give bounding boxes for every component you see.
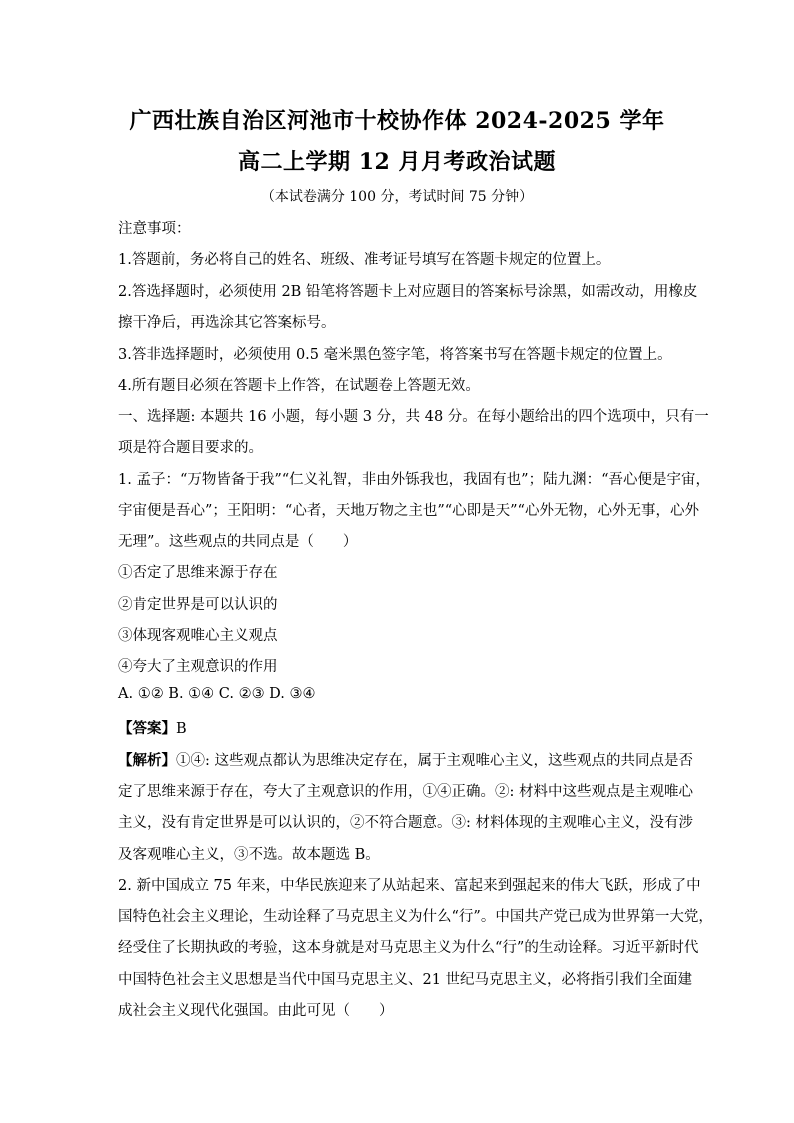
q1-option-1: ①否定了思维来源于存在 (118, 565, 278, 581)
exam-info: （本试卷满分 100 分，考试时间 75 分钟） (260, 189, 534, 205)
q1-stem-line2: 宇宙便是吾心”；王阳明：“心者，天地万物之主也”“心即是天”“心外无物，心外无事，心外 (118, 503, 699, 519)
analysis-text: ①④: 这些观点都认为思维决定存在，属于主观唯心主义，这些观点的共同点是否 (176, 753, 693, 769)
answer-value: B (176, 721, 187, 737)
q1-stem-line3: 无理”。这些观点的共同点是（ ） (118, 534, 358, 550)
note-item-1: 1.答题前，务必将自己的姓名、班级、准考证号填写在答题卡规定的位置上。 (118, 252, 611, 268)
q1-choices: A. ①② B. ①④ C. ②③ D. ③④ (118, 686, 316, 702)
q1-option-4: ④夸大了主观意识的作用 (118, 659, 278, 675)
note-item-2-line2: 擦干净后，再选涂其它答案标号。 (118, 315, 336, 331)
q1-analysis-line4: 及客观唯心主义，③不选。故本题选 B。 (118, 847, 380, 863)
exam-title-line1: 广西壮族自治区河池市十校协作体 2024-2025 学年 (129, 108, 665, 134)
notes-heading: 注意事项： (118, 221, 191, 237)
exam-title-line2: 高二上学期 12 月月考政治试题 (238, 149, 556, 175)
q2-stem-line5: 成社会主义现代化强国。由此可见（ ） (118, 1003, 394, 1019)
section-heading-line1: 一、选择题: 本题共 16 小题，每小题 3 分，共 48 分。在每小题给出的四个选项中，只有一 (118, 409, 709, 425)
q1-analysis-line1 (118, 749, 693, 770)
q1-analysis-line3: 主义，没有肯定世界是可以认识的，②不符合题意。③: 材料体现的主观唯心主义，没有涉 (118, 815, 693, 831)
q1-option-3: ③体现客观唯心主义观点 (118, 628, 278, 644)
q2-stem-line3: 经受住了长期执政的考验，这本身就是对马克思主义为什么“行”的生动诠释。习近平新时代 (118, 940, 699, 956)
q1-answer (118, 717, 688, 738)
q1-analysis-line2: 定了思维来源于存在，夸大了主观意识的作用，①④正确。②: 材料中这些观点是主观唯心 (118, 784, 693, 800)
analysis-label: 【解析】 (118, 752, 176, 769)
q1-option-2: ②肯定世界是可以认识的 (118, 597, 278, 613)
q1-stem-line1: 1. 孟子：“万物皆备于我”“仁义礼智，非由外铄我也，我固有也”；陆九渊：“吾心便是宇宙， (118, 472, 711, 488)
q2-stem-line2: 国特色社会主义理论，生动诠释了马克思主义为什么“行”。中国共产党已成为世界第一大党， (118, 909, 713, 925)
answer-label: 【答案】 (118, 720, 176, 737)
note-item-4: 4.所有题目必须在答题卡上作答，在试题卷上答题无效。 (118, 378, 480, 394)
q2-stem-line1: 2. 新中国成立 75 年来，中华民族迎来了从站起来、富起来到强起来的伟大飞跃，形成了中 (118, 878, 701, 894)
section-heading-line2: 项是符合题目要求的。 (118, 440, 263, 456)
note-item-2-line1: 2.答选择题时，必须使用 2B 铅笔将答题卡上对应题目的答案标号涂黑，如需改动，用橡皮 (118, 284, 698, 300)
q2-stem-line4: 中国特色社会主义思想是当代中国马克思主义、21 世纪马克思主义，必将指引我们全面建 (118, 972, 693, 988)
note-item-3: 3.答非选择题时，必须使用 0.5 毫米黑色签字笔，将答案书写在答题卡规定的位置上。 (118, 347, 672, 363)
